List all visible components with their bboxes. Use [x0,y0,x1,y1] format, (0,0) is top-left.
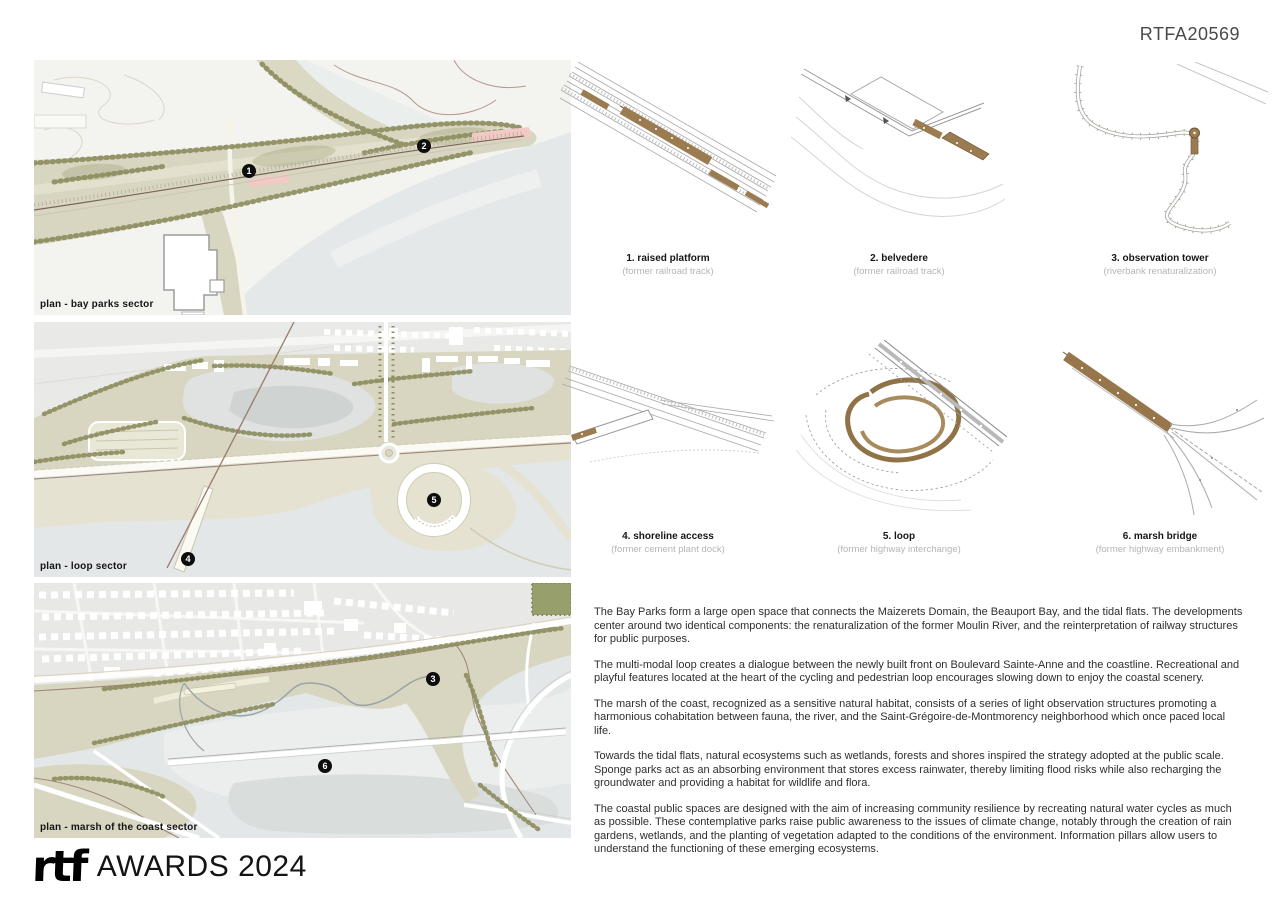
detail-subtitle-4: (former cement plant dock) [611,544,725,555]
plan-marsh-map-image [34,583,571,838]
shoreline-access-drawing [560,340,776,528]
awards-2024-text: AWARDS 2024 [96,849,307,883]
map-marker-5: 5 [427,493,441,507]
detail-subtitle-5: (former highway interchange) [837,544,961,555]
detail-loop [791,340,1007,555]
map-marker-1: 1 [242,164,256,178]
map-marker-2: 2 [417,139,431,153]
plan-bay-parks-map-image [34,60,571,315]
detail-title-6: 6. marsh bridge [1122,531,1198,542]
project-description [594,606,1244,869]
detail-subtitle-6: (former highway embankment) [1095,544,1225,555]
plan-loop-sector [34,322,571,577]
detail-title-4: 4. shoreline access [622,531,714,542]
raised-platform-drawing [560,62,776,250]
map-marker-6: 6 [318,759,332,773]
plan-label-bay-parks: plan - bay parks sector [40,299,154,310]
detail-belvedere [791,62,1007,277]
loop-drawing [791,340,1007,528]
detail-title-1: 1. raised platform [626,253,710,264]
plan-label-loop: plan - loop sector [40,561,127,572]
belvedere-drawing [791,62,1007,250]
detail-subtitle-2: (former railroad track) [853,266,945,277]
footer [31,841,307,892]
detail-title-2: 2. belvedere [870,253,928,264]
description-paragraph-5: The coastal public spaces are designed with the aim of increasing community resilience by recreating natural water cycles as much as possible. These contemplative parks raise public awareness to the issues of climate change, notably through the creation of rain gardens, wetlands, and the planting of vegetation adapted to the conditions of the environment. Information pillars allow users to understand the functioning of these emerging ecosystems. [594,802,1232,855]
detail-shoreline-access [560,340,776,555]
description-paragraph-3: The marsh of the coast, recognized as a sensitive natural habitat, consists of a series of light observation structures promoting a harmonious cohabitation between fauna, the river, and the Saint-Grégoire-de-Montmorency neighborhood which once paced local life. [594,697,1226,737]
marsh-bridge-drawing [1052,340,1268,528]
plan-bay-parks-sector [34,60,571,315]
plan-marsh-sector [34,583,571,838]
map-marker-4: 4 [181,552,195,566]
description-paragraph-2: The multi-modal loop creates a dialogue between the newly built front on Boulevard Sainte-Anne and the coastline. Recreational and playful features located at the heart of the cycling and pedestrian loop encourages slowing down to enjoy the coastal scenery. [594,658,1240,684]
description-paragraph-4: Towards the tidal flats, natural ecosystems such as wetlands, forests and shores inspired the strategy adopted at the public scale. Sponge parks act as an absorbing environment that stores excess rainwater, thereby limiting flood risks while also recharging the groundwater and providing a habitat for wildlife and flora. [594,750,1224,789]
detail-title-5: 5. loop [882,531,916,542]
rtf-logo: rtf [31,841,86,892]
board-id: RTFA20569 [1139,24,1240,44]
map-marker-3: 3 [426,672,440,686]
observation-tower-drawing [1052,62,1268,250]
detail-marsh-bridge [1052,340,1268,555]
detail-title-3: 3. observation tower [1111,253,1209,264]
plan-label-marsh: plan - marsh of the coast sector [40,822,198,833]
detail-subtitle-3: (riverbank renaturalization) [1103,266,1217,277]
description-paragraph-1: The Bay Parks form a large open space that connects the Maizerets Domain, the Beauport Bay, and the tidal flats. The developments center around two identical components: the renaturalization of the former Moulin River, and the reinterpretation of railway structures for public purposes. [594,606,1243,645]
detail-observation-tower [1052,62,1268,277]
plan-loop-map-image [34,322,571,577]
detail-subtitle-1: (former railroad track) [622,266,714,277]
detail-raised-platform [560,62,776,277]
